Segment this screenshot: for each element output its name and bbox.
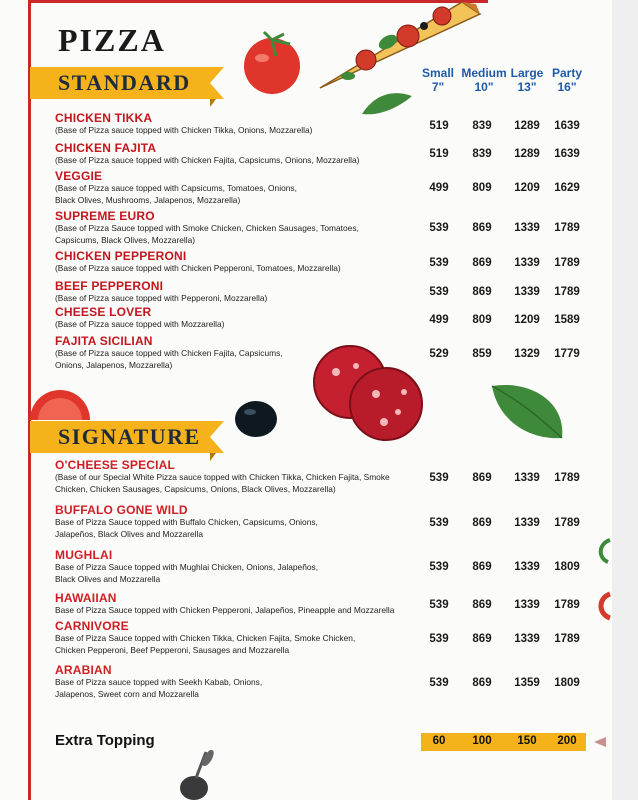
description-line: (Base of our Special White Pizza sauce topped with Chicken Tikka, Chicken Fajita, Smoke — [55, 472, 390, 482]
price-medium: 869 — [472, 472, 492, 484]
price-party: 1629 — [554, 182, 580, 194]
menu-item-name: HAWAIIAN — [55, 591, 117, 605]
menu-item-description — [55, 263, 415, 275]
price-small: 539 — [429, 561, 449, 573]
price-medium: 869 — [472, 677, 492, 689]
menu-item-name: CHICKEN TIKKA — [55, 111, 153, 125]
description-line: (Base of Pizza sauce topped with Mozzarella) — [55, 319, 225, 329]
menu-item-name: CHICKEN PEPPERONI — [55, 249, 187, 263]
price-large: 1209 — [514, 182, 540, 194]
price-medium: 859 — [472, 348, 492, 360]
price-medium: 809 — [472, 182, 492, 194]
menu-item-name: BEEF PEPPERONI — [55, 279, 164, 293]
description-line: Base of Pizza Sauce topped with Chicken Tikka, Chicken Fajita, Smoke Chicken, — [55, 633, 356, 643]
column-header-small: Small 7" — [421, 66, 454, 94]
price-large: 1289 — [514, 120, 540, 132]
price-large: 1329 — [514, 348, 540, 360]
price-small: 519 — [429, 148, 449, 160]
menu-item-description — [55, 293, 415, 305]
olive-branch-icon — [176, 748, 220, 800]
price-small: 539 — [429, 633, 449, 645]
menu-item-name: O'CHEESE SPECIAL — [55, 458, 176, 472]
menu-item-description — [55, 155, 415, 167]
description-line: Jalapenos, Sweet corn and Mozzarella — [55, 688, 199, 699]
menu-item-name: MUGHLAI — [55, 548, 113, 562]
price-party: 1589 — [554, 314, 580, 326]
price-party: 1789 — [554, 286, 580, 298]
menu-item-description — [55, 125, 415, 137]
price-small: 539 — [429, 517, 449, 529]
price-large: 1339 — [514, 257, 540, 269]
menu-item-name: BUFFALO GONE WILD — [55, 503, 188, 517]
price-large: 1339 — [514, 222, 540, 234]
price-large: 1209 — [514, 314, 540, 326]
price-small: 529 — [429, 348, 449, 360]
tomato-slice-icon — [28, 370, 94, 422]
section-title: SIGNATURE — [58, 424, 201, 449]
section-banner-standard — [30, 67, 210, 99]
price-small: 539 — [429, 472, 449, 484]
price-medium: 869 — [472, 286, 492, 298]
menu-item-name: SUPREME EURO — [55, 209, 155, 223]
price-small: 539 — [429, 677, 449, 689]
section-banner-signature — [30, 421, 210, 453]
price-small: 539 — [429, 222, 449, 234]
menu-item-name: VEGGIE — [55, 169, 103, 183]
description-line: (Base of Pizza Sauce topped with Smoke Chicken, Chicken Sausages, Tomatoes, — [55, 223, 359, 233]
description-line: (Base of Pizza sauce topped with Chicken Fajita, Capsicums, — [55, 348, 283, 358]
description-line: Base of Pizza Sauce topped with Buffalo Chicken, Capsicums, Onions, — [55, 517, 318, 527]
price-medium: 869 — [472, 633, 492, 645]
price-large: 1339 — [514, 599, 540, 611]
description-line: Jalapeños, Black Olives and Mozzarella — [55, 528, 204, 539]
price-party: 1789 — [554, 257, 580, 269]
column-header-medium: Medium 10" — [461, 66, 507, 94]
price-medium: 869 — [472, 257, 492, 269]
price-party: 1789 — [554, 517, 580, 529]
price-small: 539 — [429, 286, 449, 298]
price-medium: 839 — [472, 120, 492, 132]
price-large: 1339 — [514, 561, 540, 573]
price-large: 1339 — [514, 472, 540, 484]
pepper-icon — [594, 536, 616, 622]
description-line: Chicken, Chicken Sausages, Capsicums, Onions, Black Olives, Mozzarella) — [55, 483, 336, 494]
price-medium: 869 — [472, 517, 492, 529]
section-title: STANDARD — [58, 70, 191, 95]
extra-topping-price-party: 200 — [557, 735, 577, 747]
description-line: (Base of Pizza sauce topped with Chicken Pepperoni, Tomatoes, Mozzarella) — [55, 263, 341, 273]
price-medium: 869 — [472, 561, 492, 573]
price-party: 1789 — [554, 472, 580, 484]
menu-item-description — [55, 677, 415, 700]
menu-item-description — [55, 562, 415, 585]
tomato-icon — [240, 30, 308, 96]
menu-item-description — [55, 633, 415, 656]
menu-item-name: CARNIVORE — [55, 619, 129, 633]
arrow-icon — [594, 737, 606, 747]
extra-topping-price-medium: 100 — [472, 735, 492, 747]
price-large: 1359 — [514, 677, 540, 689]
menu-item-description — [55, 517, 415, 540]
price-medium: 839 — [472, 148, 492, 160]
description-line: Capsicums, Black Olives, Mozzarella) — [55, 234, 196, 245]
price-party: 1639 — [554, 148, 580, 160]
description-line: Base of Pizza sauce topped with Seekh Kabab, Onions, — [55, 677, 263, 687]
price-party: 1809 — [554, 561, 580, 573]
price-small: 519 — [429, 120, 449, 132]
page-edge-shadow — [612, 0, 638, 800]
column-header-large: Large 13" — [510, 66, 544, 94]
price-large: 1339 — [514, 517, 540, 529]
extra-topping-label: Extra Topping — [55, 732, 155, 749]
description-line: Black Olives, Mushrooms, Jalapenos, Mozzarella) — [55, 194, 241, 205]
description-line: Base of Pizza Sauce topped with Mughlai Chicken, Onions, Jalapeños, — [55, 562, 319, 572]
extra-topping-price-large: 150 — [517, 735, 537, 747]
price-small: 539 — [429, 257, 449, 269]
price-medium: 809 — [472, 314, 492, 326]
description-line: (Base of Pizza sauce topped with Chicken Tikka, Onions, Mozzarella) — [55, 125, 313, 135]
description-line: Chicken Pepperoni, Beef Pepperoni, Sausages and Mozzarella — [55, 644, 290, 655]
column-header-party: Party 16" — [551, 66, 583, 94]
price-party: 1779 — [554, 348, 580, 360]
price-large: 1339 — [514, 633, 540, 645]
price-large: 1289 — [514, 148, 540, 160]
menu-item-name: FAJITA SICILIAN — [55, 334, 153, 348]
price-party: 1789 — [554, 633, 580, 645]
description-line: (Base of Pizza sauce topped with Chicken Fajita, Capsicums, Onions, Mozzarella) — [55, 155, 360, 165]
price-medium: 869 — [472, 222, 492, 234]
menu-item-description — [55, 605, 415, 617]
price-medium: 869 — [472, 599, 492, 611]
menu-item-name: ARABIAN — [55, 663, 112, 677]
menu-item-description — [55, 319, 415, 331]
description-line: Base of Pizza Sauce topped with Chicken Pepperoni, Jalapeños, Pineapple and Mozzarella — [55, 605, 395, 615]
description-line: (Base of Pizza sauce topped with Pepperoni, Mozzarella) — [55, 293, 268, 303]
price-party: 1789 — [554, 599, 580, 611]
price-large: 1339 — [514, 286, 540, 298]
menu-item-description — [55, 348, 415, 371]
menu-item-description — [55, 183, 415, 206]
black-olive-icon — [232, 398, 280, 440]
menu-item-description — [55, 223, 415, 246]
description-line: Onions, Jalapenos, Mozzarella) — [55, 359, 173, 370]
menu-item-description — [55, 472, 415, 495]
page-title: PIZZA — [58, 22, 166, 58]
price-small: 499 — [429, 182, 449, 194]
description-line: (Base of Pizza sauce topped with Capsicums, Tomatoes, Onions, — [55, 183, 297, 193]
price-small: 539 — [429, 599, 449, 611]
menu-item-name: CHICKEN FAJITA — [55, 141, 157, 155]
basil-leaf-icon — [488, 380, 568, 444]
price-party: 1639 — [554, 120, 580, 132]
extra-topping-price-small: 60 — [432, 735, 446, 747]
basil-leaf-icon — [358, 86, 416, 122]
description-line: Black Olives and Mozzarella — [55, 573, 161, 584]
menu-item-name: CHEESE LOVER — [55, 305, 152, 319]
price-party: 1789 — [554, 222, 580, 234]
price-small: 499 — [429, 314, 449, 326]
price-party: 1809 — [554, 677, 580, 689]
